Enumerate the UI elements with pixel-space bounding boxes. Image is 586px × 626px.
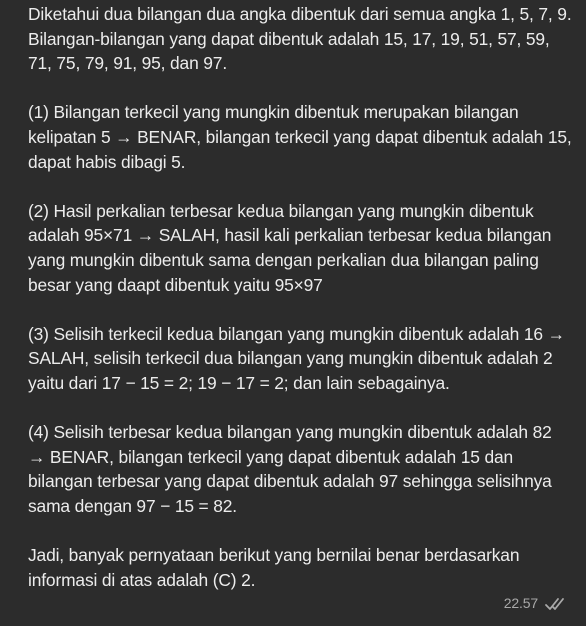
message-paragraph-conclusion: Jadi, banyak pernyataan berikut yang bernilai benar berdasarkan informasi di atas adalah (C) 2. <box>28 545 520 590</box>
message-paragraph-statement-1: (1) Bilangan terkecil yang mungkin dibentuk merupakan bilangan kelipatan 5 → BENAR, bilangan terkecil yang dapat dibentuk adalah 15, dapat habis dibagi 5. <box>28 102 572 172</box>
message-paragraph-statement-3: (3) Selisih terkecil kedua bilangan yang mungkin dibentuk adalah 16 → SALAH, selisih terkecil dua bilangan yang mungkin dibentuk adalah 2 yaitu dari 17 − 15 = 2; 19 − 17 = 2; dan lain sebagainya. <box>28 323 565 393</box>
message-meta <box>504 591 568 616</box>
message-time: 22.57 <box>503 595 538 612</box>
message-paragraph-statement-2: (2) Hasil perkalian terbesar kedua bilangan yang mungkin dibentuk adalah 95×71 → SALAH, hasil kali perkalian terbesar kedua bilangan yang mungkin dibentuk sama dengan perkalian dua bilangan paling besar yang daapt dibentuk yaitu 95×97 <box>28 200 552 295</box>
message-paragraph-statement-4: (4) Selisih terbesar kedua bilangan yang mungkin dibentuk adalah 82 → BENAR, bilangan terkecil yang dapat dibentuk adalah 15 dan bilangan terbesar yang dapat dibentuk adalah 97 sehingga selisihnya sama dengan 97 − 15 = 82. <box>28 422 552 516</box>
double-check-icon <box>544 596 568 612</box>
message-paragraph-intro: Diketahui dua bilangan dua angka dibentuk dari semua angka 1, 5, 7, 9. Bilangan-bilangan yang dapat dibentuk adalah 15, 17, 19, 51, 57, 59, 71, 75, 79, 91, 95, dan 97. <box>28 4 572 74</box>
